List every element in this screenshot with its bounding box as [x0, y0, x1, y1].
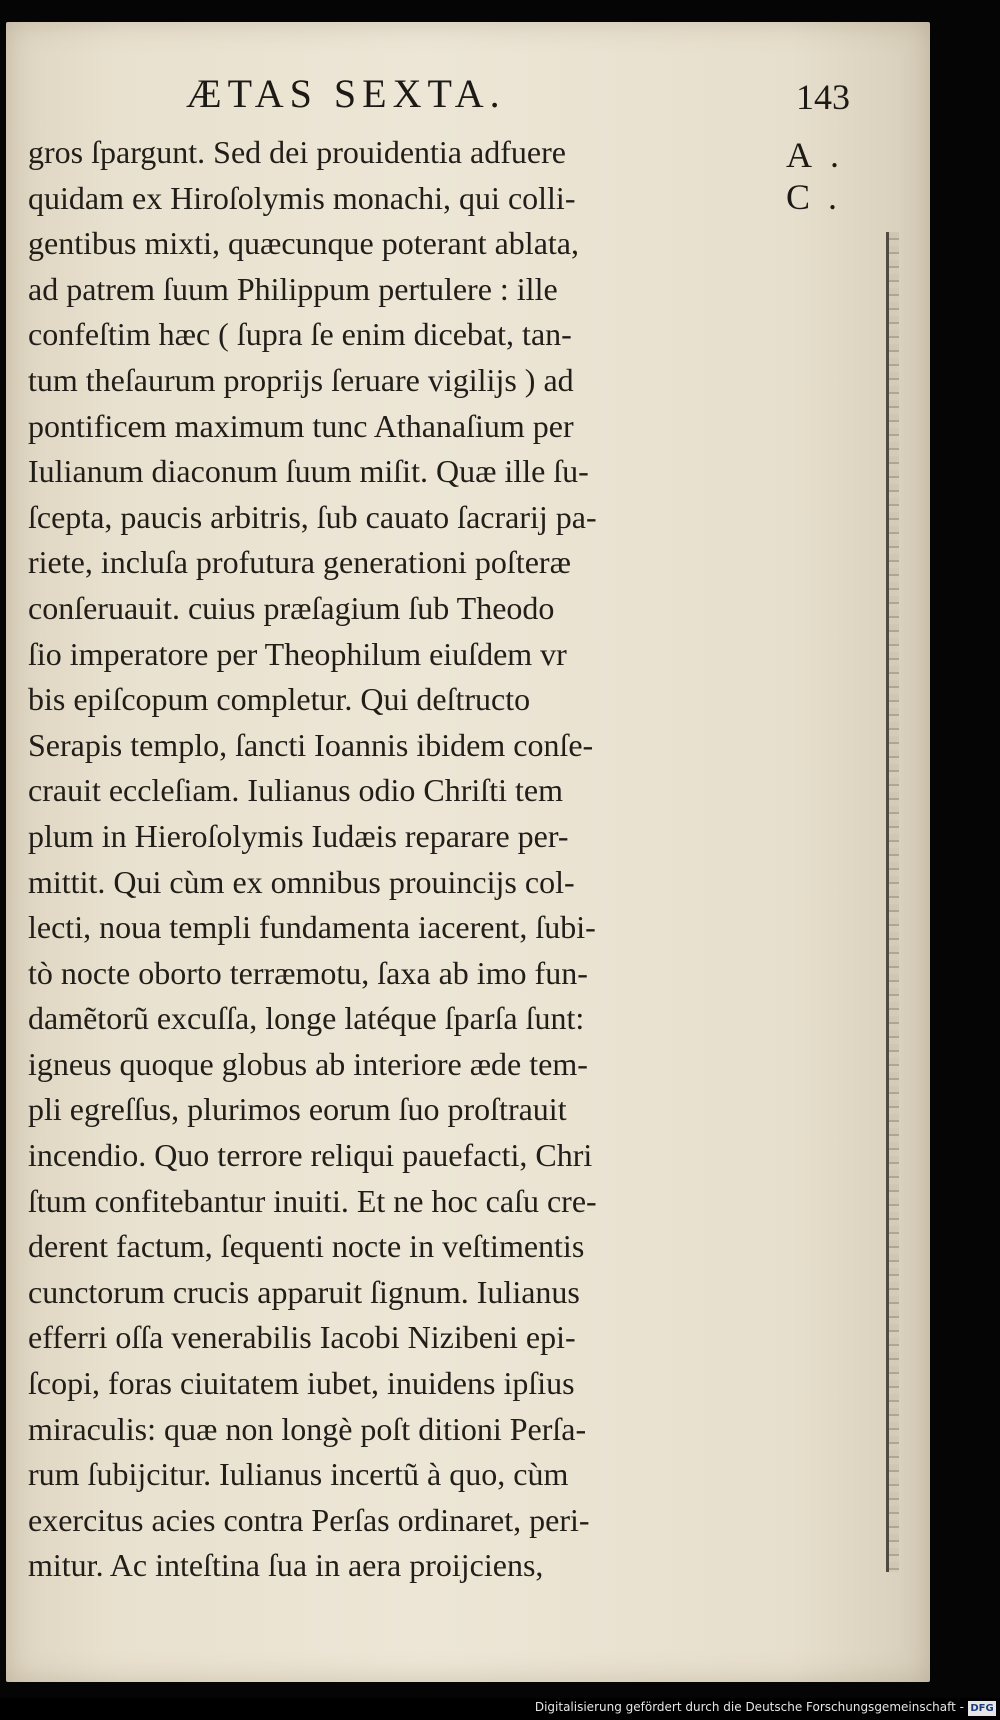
text-line: Iulianum diaconum ſuum miſit. Quæ ille ſu- — [28, 453, 589, 490]
running-head-title: ÆTAS SEXTA. — [186, 71, 506, 116]
text-line: tum theſaurum proprijs ſeruare vigilijs ) ad — [28, 361, 574, 398]
body-text — [28, 130, 788, 1589]
book-page — [6, 22, 930, 1682]
text-line: incendio. Quo terrore reliqui pauefacti, Chri — [28, 1137, 593, 1174]
running-head — [6, 70, 930, 130]
text-line: damẽtorũ excuſſa, longe latéque ſparſa ſunt: — [28, 1000, 585, 1037]
text-line: ſcepta, paucis arbitris, ſub cauato ſacrarij pa- — [28, 498, 597, 535]
text-line: Serapis templo, ſancti Ioannis ibidem conſe- — [28, 726, 594, 763]
dfg-logo: DFG — [968, 1701, 996, 1716]
text-line: mittit. Qui cùm ex omnibus prouincijs col- — [28, 863, 575, 900]
text-line: ſio imperatore per Theophilum eiuſdem vr — [28, 635, 567, 672]
text-line: riete, incluſa profutura generationi poſteræ — [28, 544, 571, 581]
text-line: miraculis: quæ non longè poſt ditioni Perſa- — [28, 1410, 587, 1447]
text-line: gros ſpargunt. Sed dei prouidentia adfuere — [28, 134, 566, 170]
text-line: ſtum confitebantur inuiti. Et ne hoc caſu cre- — [28, 1182, 597, 1219]
page-number: 143 — [796, 77, 850, 117]
text-line: crauit eccleſiam. Iulianus odio Chriſti tem — [28, 772, 563, 809]
text-line: tò nocte oborto terræmotu, ſaxa ab imo fun- — [28, 954, 588, 991]
text-line: mitur. Ac inteſtina ſua in aera proijciens, — [28, 1547, 544, 1584]
text-line: gentibus mixti, quæcunque poterant ablata, — [28, 225, 579, 262]
text-line: derent factum, ſequenti nocte in veſtimentis — [28, 1228, 585, 1265]
page-fore-edge — [886, 232, 899, 1572]
text-line: exercitus acies contra Perſas ordinaret, peri- — [28, 1501, 590, 1538]
text-line: ſcopi, foras ciuitatem iubet, inuidens ipſius — [28, 1365, 575, 1402]
text-line: cunctorum crucis apparuit ſignum. Iulianus — [28, 1273, 580, 1310]
text-line: confeſtim hæc ( ſupra ſe enim dicebat, tan- — [28, 316, 572, 353]
margin-note: A. C. — [786, 135, 857, 217]
text-line: pli egreſſus, plurimos eorum ſuo proſtrauit — [28, 1091, 567, 1128]
text-line: quidam ex Hiroſolymis monachi, qui colli- — [28, 179, 576, 216]
text-line: pontificem maximum tunc Athanaſium per — [28, 407, 574, 444]
text-line: lecti, noua templi fundamenta iacerent, ſubi- — [28, 909, 596, 946]
digitization-footer — [0, 1698, 1000, 1720]
text-line: conſeruauit. cuius præſagium ſub Theodo — [28, 589, 555, 626]
funding-credit: Digitalisierung gefördert durch die Deutsche Forschungsgemeinschaft - — [534, 1700, 964, 1714]
text-line: efferri oſſa venerabilis Iacobi Nizibeni epi- — [28, 1319, 576, 1356]
text-line: ad patrem ſuum Philippum pertulere : ille — [28, 270, 558, 307]
text-line: igneus quoque globus ab interiore æde tem- — [28, 1045, 588, 1082]
text-line: bis epiſcopum completur. Qui deſtructo — [28, 681, 531, 718]
text-line: plum in Hieroſolymis Iudæis reparare per- — [28, 817, 569, 854]
text-line: rum ſubijcitur. Iulianus incertũ à quo, cùm — [28, 1456, 569, 1493]
